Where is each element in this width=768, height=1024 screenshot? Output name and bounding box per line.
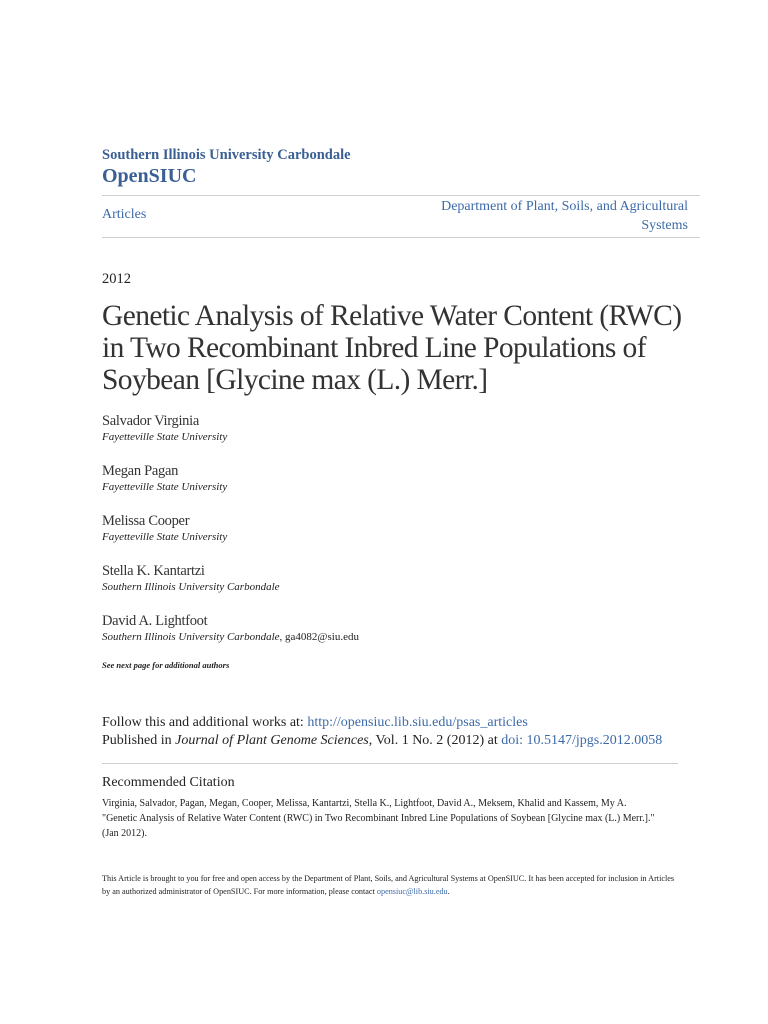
citation-text: Virginia, Salvador, Pagan, Megan, Cooper, Melissa, Kantartzi, Stella K., Lightfoot, David A., Meksem, Khalid and Kassem, My A. "Genetic Analysis of Relative Water Content (RWC) in Two Recombinant Inbred Line Populations of Soybean [Glycine max (L.) Merr.]." (Jan 2012).	[102, 798, 655, 839]
institution-name[interactable]: Southern Illinois University Carbondale	[102, 147, 351, 163]
doi-link[interactable]: doi: 10.5147/jpgs.2012.0058	[501, 733, 663, 748]
divider-top	[102, 195, 700, 196]
author-name: David A. Lightfoot	[102, 613, 208, 629]
author-entry	[102, 562, 662, 612]
author-entry	[102, 462, 662, 512]
author-affiliation: Fayetteville State University	[102, 431, 228, 443]
author-affiliation: Fayetteville State University	[102, 481, 228, 493]
author-name: Stella K. Kantartzi	[102, 563, 205, 579]
article-title: Genetic Analysis of Relative Water Content (RWC) in Two Recombinant Inbred Line Populations of Soybean [Glycine max (L.) Merr.]	[102, 300, 682, 396]
publication-year: 2012	[102, 271, 131, 287]
notice-text: This Article is brought to you for free and open access by the Department of Plant, Soils, and Agricultural Systems at OpenSIUC. It has been accepted for inclusion in Articles by an authorized administrator of OpenSIUC. For more information, please contact	[102, 874, 675, 896]
contact-email-link[interactable]: opensiuc@lib.siu.edu	[376, 887, 448, 896]
author-name: Megan Pagan	[102, 463, 179, 479]
author-name: Salvador Virginia	[102, 413, 199, 429]
author-email: , ga4082@siu.edu	[279, 631, 359, 643]
author-affiliation: Southern Illinois University Carbondale	[102, 581, 280, 593]
citation-heading: Recommended Citation	[102, 775, 235, 790]
collection-url-link[interactable]: http://opensiuc.lib.siu.edu/psas_articles	[307, 715, 528, 730]
journal-name: Journal of Plant Genome Sciences	[175, 733, 369, 748]
department-link[interactable]: Department of Plant, Soils, and Agricultural Systems	[441, 199, 688, 233]
collection-link[interactable]: Articles	[102, 207, 147, 222]
author-name: Melissa Cooper	[102, 513, 190, 529]
notice-suffix: .	[447, 887, 450, 896]
author-affiliation: Southern Illinois University Carbondale, ga4082@siu.edu	[102, 631, 359, 643]
author-entry	[102, 612, 662, 662]
access-notice	[102, 872, 682, 898]
author-entry	[102, 412, 662, 462]
author-affiliation: Fayetteville State University	[102, 531, 228, 543]
author-entry	[102, 512, 662, 562]
additional-authors-note: See next page for additional authors	[102, 660, 230, 670]
author-list	[102, 412, 662, 662]
institution-header	[102, 146, 351, 188]
journal-volume: , Vol. 1 No. 2 (2012) at	[368, 733, 502, 748]
follow-prefix: Follow this and additional works at:	[102, 715, 308, 730]
published-line	[102, 732, 662, 750]
repository-name[interactable]: OpenSIUC	[102, 165, 197, 187]
follow-line	[102, 714, 528, 732]
divider-citation	[102, 763, 678, 764]
published-prefix: Published in	[102, 733, 176, 748]
divider-nav	[102, 237, 700, 238]
